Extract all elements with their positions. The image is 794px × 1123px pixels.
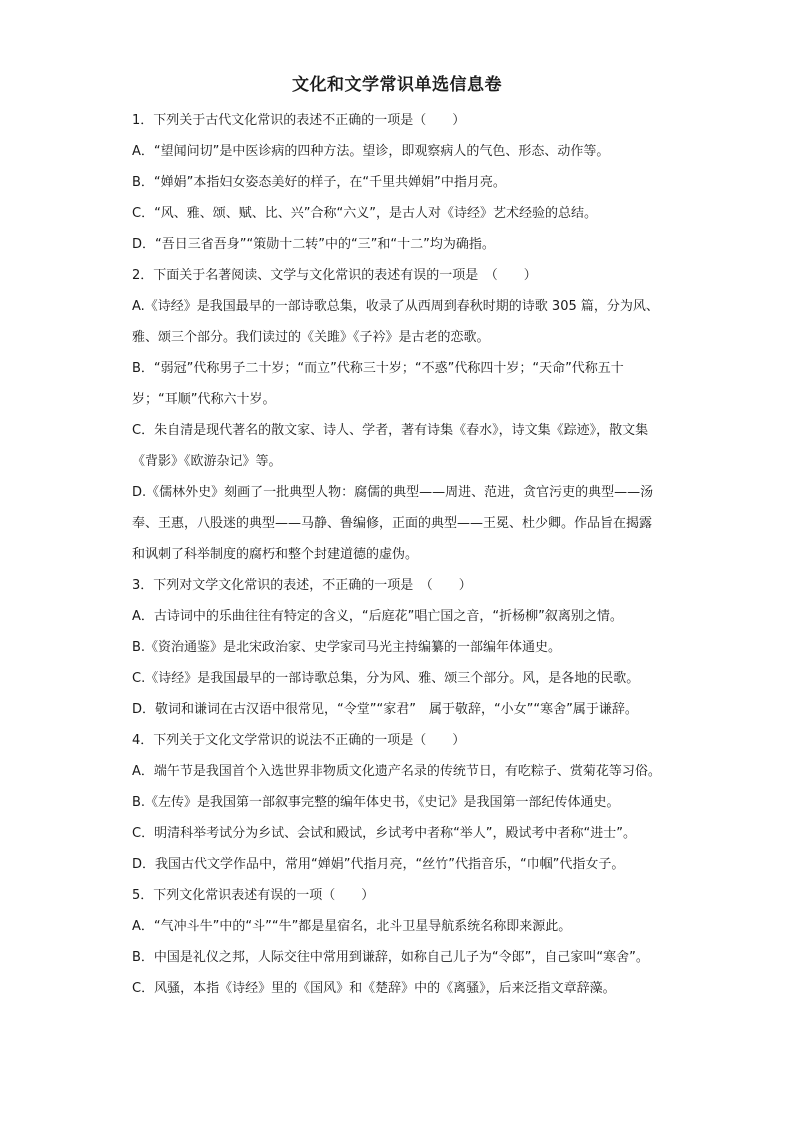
option-c: C．朱自清是现代著名的散文家、诗人、学者，著有诗集《春水》，诗文集《踪迹》，散文集《背影》《欧游杂记》等。 (132, 423, 649, 469)
option-c: C．“风、雅、颂、赋、比、兴”合称“六义”，是古人对《诗经》艺术经验的总结。 (132, 206, 598, 221)
option-b: B.《资治通鉴》是北宋政治家、史学家司马光主持编纂的一部编年体通史。 (132, 640, 562, 655)
option-d: D．“吾日三省吾身”“策勋十二转”中的“三”和“十二”均为确指。 (132, 237, 495, 252)
option-a: A．“气冲斗牛”中的“斗”“牛”都是星宿名，北斗卫星导航系统名称即来源此。 (132, 919, 572, 934)
question-1 (132, 105, 662, 260)
question-stem: 5．下列文化常识表述有误的一项（ ） (132, 888, 375, 903)
option-b: B.《左传》是我国第一部叙事完整的编年体史书，《史记》是我国第一部纪传体通史。 (132, 795, 620, 810)
option-d: D．敬词和谦词在古汉语中很常见，“令堂”“家君” 属于敬辞，“小女”“寒舍”属于谦辞。 (132, 702, 638, 717)
option-a: A.《诗经》是我国最早的一部诗歌总集，收录了从西周到春秋时期的诗歌 305 篇，分为风、雅、颂三个部分。我们读过的《关雎》《子衿》是古老的恋歌。 (132, 299, 659, 345)
option-a: A．“望闻问切”是中医诊病的四种方法。望诊，即观察病人的气色、形态、动作等。 (132, 144, 610, 159)
page-title: 文化和文学常识单选信息卷 (292, 75, 502, 95)
question-2 (132, 260, 662, 570)
question-stem: 3．下列对文学文化常识的表述，不正确的一项是 （ ） (132, 578, 472, 593)
question-5 (132, 880, 662, 1004)
option-b: B．中国是礼仪之邦，人际交往中常用到谦辞，如称自己儿子为“令郎”，自己家叫“寒舍”。 (132, 950, 649, 965)
question-3 (132, 570, 662, 725)
question-stem: 1．下列关于古代文化常识的表述不正确的一项是（ ） (132, 113, 466, 128)
option-c: C．风骚，本指《诗经》里的《国风》和《楚辞》中的《离骚》，后来泛指文章辞藻。 (132, 981, 616, 996)
question-4 (132, 725, 662, 880)
option-a: A．古诗词中的乐曲往往有特定的含义，“后庭花”唱亡国之音，“折杨柳”叙离别之情。 (132, 609, 623, 624)
option-c: C.《诗经》是我国最早的一部诗歌总集，分为风、雅、颂三个部分。风，是各地的民歌。 (132, 671, 640, 686)
question-stem: 4．下列关于文化文学常识的说法不正确的一项是（ ） (132, 733, 466, 748)
option-b: B．“弱冠”代称男子二十岁；“而立”代称三十岁；“不惑”代称四十岁；“天命”代称五十岁；“耳顺”代称六十岁。 (132, 361, 624, 407)
option-c: C．明清科举考试分为乡试、会试和殿试，乡试考中者称“举人”，殿试考中者称“进士”。 (132, 826, 637, 841)
option-b: B．“婵娟”本指妇女姿态美好的样子，在“千里共婵娟”中指月亮。 (132, 175, 506, 190)
option-a: A．端午节是我国首个入选世界非物质文化遗产名录的传统节日，有吃粽子、赏菊花等习俗。 (132, 764, 661, 779)
question-stem: 2．下面关于名著阅读、文学与文化常识的表述有误的一项是 （ ） (132, 268, 537, 283)
option-d: D．我国古代文学作品中，常用“婵娟”代指月亮，“丝竹”代指音乐，“巾帼”代指女子。 (132, 857, 625, 872)
option-d: D.《儒林外史》刻画了一批典型人物：腐儒的典型——周进、范进，贪官污吏的典型——汤奉、王惠，八股迷的典型——马静、鲁编修，正面的典型——王冕、杜少卿。作品旨在揭露和讽刺了科举制度的腐朽和整个封建道德的虚伪。 (132, 485, 654, 562)
